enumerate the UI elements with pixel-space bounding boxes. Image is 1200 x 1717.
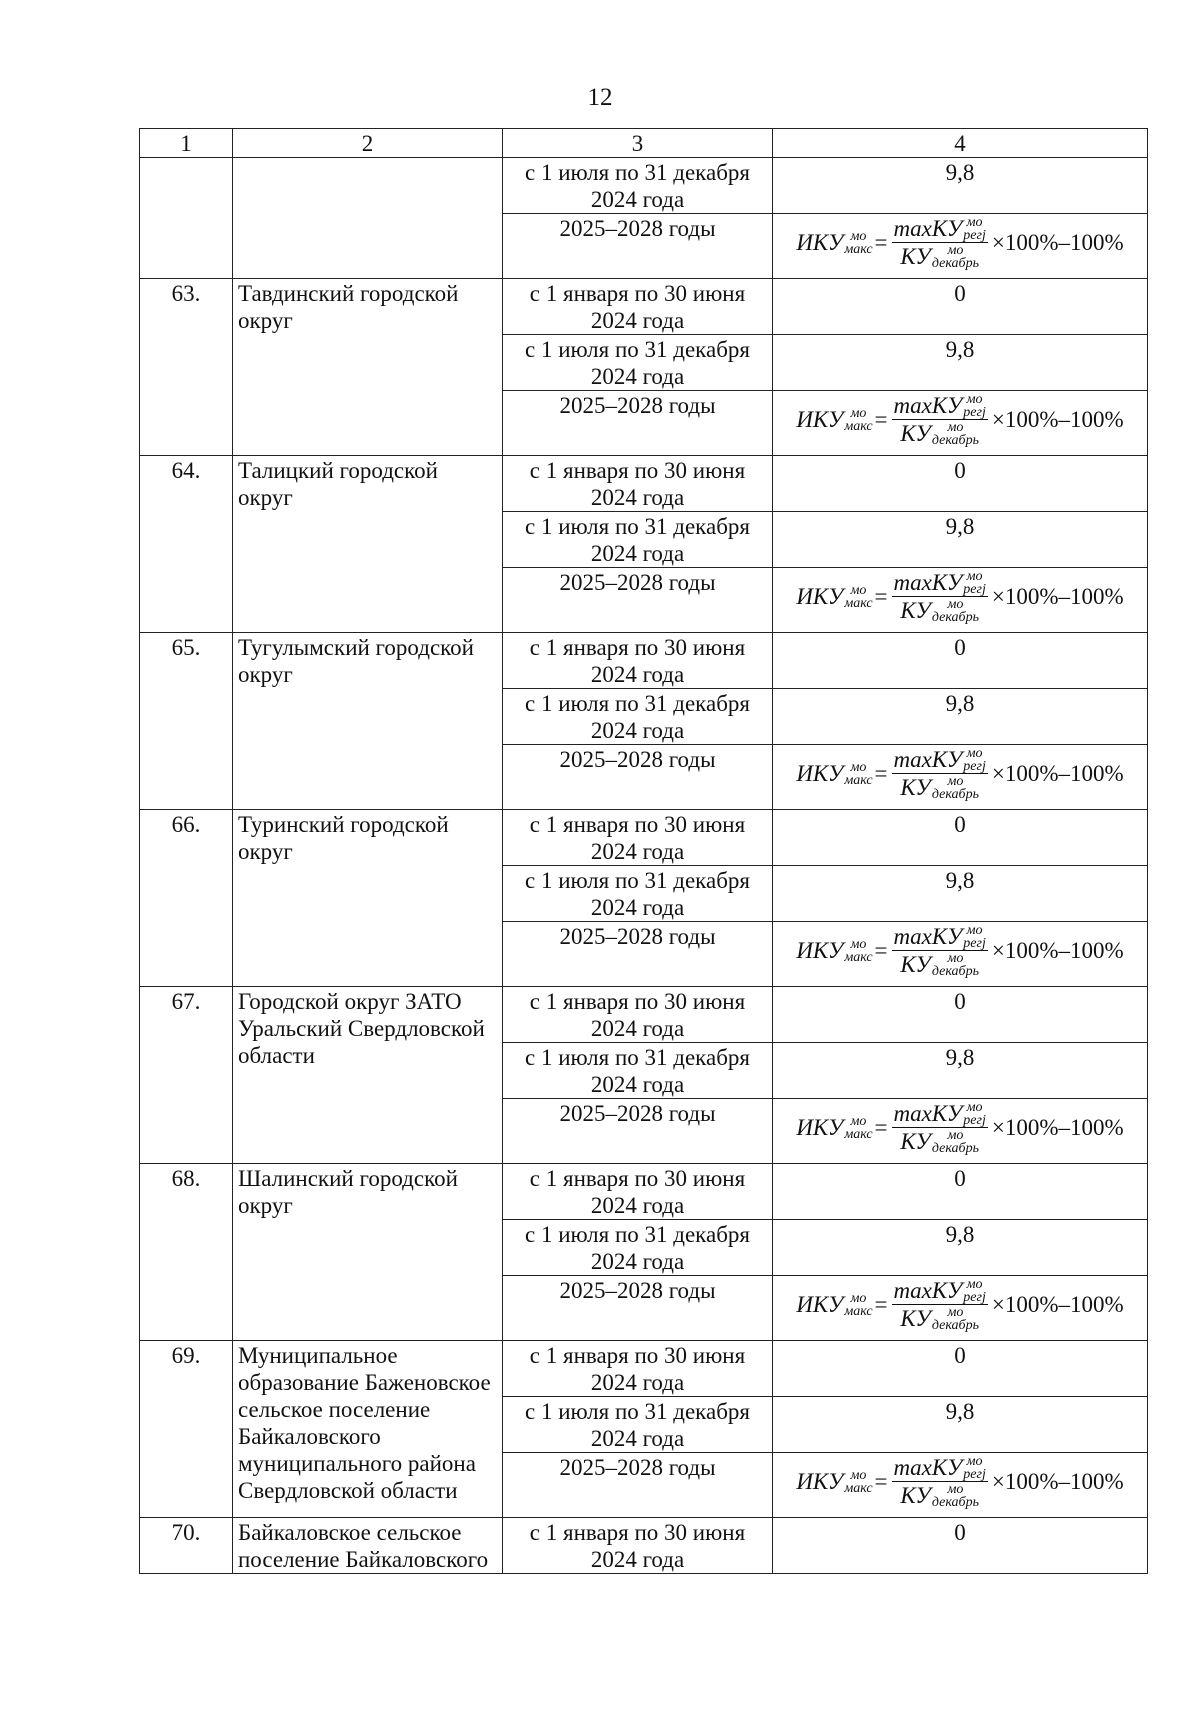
formula-num-sup: мо (966, 214, 983, 230)
formula-num-sup: мо (966, 745, 983, 761)
formula-num-sub: регj (963, 581, 986, 597)
municipality-name: Туринский городской округ (233, 810, 503, 987)
formula-lhs-sub: макс (844, 241, 873, 257)
period-cell: 2025–2028 годы (503, 1453, 773, 1518)
formula-tail: ×100%–100% (991, 938, 1124, 963)
municipality-name: Муниципальное образование Баженовское сельское поселение Байкаловского муниципального района Свердловской области (233, 1341, 503, 1518)
period-cell: 2025–2028 годы (503, 1099, 773, 1164)
tariff-table (139, 128, 1148, 1574)
formula-lhs-sup: мо (850, 1113, 867, 1129)
index-value: 0 (773, 456, 1148, 512)
formula-den-sub: декабрь (931, 1317, 979, 1333)
formula-lhs-sub: макс (844, 1480, 873, 1496)
formula-num: maxКУ (893, 924, 963, 949)
header-col-4: 4 (773, 129, 1148, 158)
formula-fraction (892, 1100, 988, 1155)
header-col-3: 3 (503, 129, 773, 158)
formula-num: maxКУ (893, 1455, 963, 1480)
formula-den-sup: мо (947, 1481, 964, 1497)
formula-eq: = (874, 407, 888, 432)
formula-num: maxКУ (893, 393, 963, 418)
formula-den: КУ (900, 1306, 931, 1331)
formula-lhs: ИКУ (796, 1115, 844, 1140)
index-value: 0 (773, 987, 1148, 1043)
formula-den: КУ (900, 1483, 931, 1508)
formula-den-sub: декабрь (931, 255, 979, 271)
formula-num-sub: регj (963, 1112, 986, 1128)
formula-lhs-sub: макс (844, 949, 873, 965)
period-cell: с 1 января по 30 июня 2024 года (503, 279, 773, 335)
index-value: 9,8 (773, 512, 1148, 568)
table-row (140, 810, 1148, 866)
table-row (140, 456, 1148, 512)
period-cell: с 1 июля по 31 декабря 2024 года (503, 335, 773, 391)
formula-fraction (892, 215, 988, 270)
formula-fraction (892, 746, 988, 801)
formula-lhs-sup: мо (850, 228, 867, 244)
index-value: 0 (773, 1518, 1148, 1574)
index-formula (796, 215, 1123, 270)
formula-num-sup: мо (966, 1276, 983, 1292)
formula-num-sub: регj (963, 1289, 986, 1305)
period-cell: с 1 января по 30 июня 2024 года (503, 1341, 773, 1397)
formula-cell (773, 745, 1148, 810)
formula-num-sub: регj (963, 227, 986, 243)
formula-tail: ×100%–100% (991, 407, 1124, 432)
formula-num: maxКУ (893, 1278, 963, 1303)
formula-eq: = (874, 230, 888, 255)
index-value: 9,8 (773, 1220, 1148, 1276)
formula-tail: ×100%–100% (991, 761, 1124, 786)
period-cell: 2025–2028 годы (503, 922, 773, 987)
formula-num: maxКУ (893, 216, 963, 241)
period-cell: с 1 января по 30 июня 2024 года (503, 987, 773, 1043)
table-row (140, 279, 1148, 335)
table-row (140, 1164, 1148, 1220)
index-value: 0 (773, 279, 1148, 335)
formula-num: maxКУ (893, 1101, 963, 1126)
index-value: 0 (773, 1164, 1148, 1220)
period-cell: с 1 января по 30 июня 2024 года (503, 633, 773, 689)
index-value: 0 (773, 1341, 1148, 1397)
formula-cell (773, 391, 1148, 456)
formula-cell (773, 1099, 1148, 1164)
row-number: 70. (140, 1518, 233, 1574)
formula-cell (773, 568, 1148, 633)
period-cell: с 1 июля по 31 декабря 2024 года (503, 158, 773, 214)
row-number: 63. (140, 279, 233, 456)
index-formula (796, 1277, 1123, 1332)
index-value: 9,8 (773, 866, 1148, 922)
formula-eq: = (874, 1469, 888, 1494)
period-cell: 2025–2028 годы (503, 745, 773, 810)
period-cell: 2025–2028 годы (503, 568, 773, 633)
formula-eq: = (874, 584, 888, 609)
period-cell: 2025–2028 годы (503, 214, 773, 279)
period-cell: с 1 июля по 31 декабря 2024 года (503, 689, 773, 745)
municipality-name (233, 158, 503, 279)
formula-num: maxКУ (893, 570, 963, 595)
index-value: 9,8 (773, 689, 1148, 745)
table-row (140, 987, 1148, 1043)
formula-cell (773, 1276, 1148, 1341)
formula-den-sup: мо (947, 1304, 964, 1320)
row-number: 67. (140, 987, 233, 1164)
municipality-name: Байкаловское сельское поселение Байкаловского (233, 1518, 503, 1574)
row-number: 64. (140, 456, 233, 633)
formula-num-sub: регj (963, 758, 986, 774)
formula-cell (773, 214, 1148, 279)
period-cell: с 1 января по 30 июня 2024 года (503, 810, 773, 866)
row-number: 65. (140, 633, 233, 810)
municipality-name: Талицкий городской округ (233, 456, 503, 633)
period-cell: с 1 июля по 31 декабря 2024 года (503, 866, 773, 922)
formula-lhs: ИКУ (796, 938, 844, 963)
formula-fraction (892, 923, 988, 978)
formula-lhs-sup: мо (850, 1290, 867, 1306)
formula-den-sub: декабрь (931, 432, 979, 448)
formula-num-sup: мо (966, 922, 983, 938)
period-cell: с 1 июля по 31 декабря 2024 года (503, 512, 773, 568)
formula-num-sub: регj (963, 404, 986, 420)
formula-lhs-sup: мо (850, 759, 867, 775)
table-row (140, 1341, 1148, 1397)
formula-den: КУ (900, 421, 931, 446)
index-formula (796, 392, 1123, 447)
row-number (140, 158, 233, 279)
header-col-2: 2 (233, 129, 503, 158)
formula-lhs: ИКУ (796, 584, 844, 609)
table-row (140, 633, 1148, 689)
index-formula (796, 1454, 1123, 1509)
formula-den-sup: мо (947, 419, 964, 435)
formula-lhs-sub: макс (844, 1303, 873, 1319)
formula-cell (773, 922, 1148, 987)
header-col-1: 1 (140, 129, 233, 158)
formula-lhs-sub: макс (844, 1126, 873, 1142)
period-cell: с 1 января по 30 июня 2024 года (503, 456, 773, 512)
page-number: 12 (587, 84, 613, 111)
formula-lhs: ИКУ (796, 1469, 844, 1494)
index-formula (796, 1100, 1123, 1155)
formula-den-sub: декабрь (931, 963, 979, 979)
municipality-name: Тавдинский городской округ (233, 279, 503, 456)
formula-den-sup: мо (947, 1127, 964, 1143)
formula-num-sup: мо (966, 568, 983, 584)
period-cell: с 1 июля по 31 декабря 2024 года (503, 1220, 773, 1276)
formula-tail: ×100%–100% (991, 1292, 1124, 1317)
formula-eq: = (874, 1115, 888, 1140)
formula-den: КУ (900, 952, 931, 977)
formula-tail: ×100%–100% (991, 1115, 1124, 1140)
formula-tail: ×100%–100% (991, 1469, 1124, 1494)
municipality-name: Городской округ ЗАТО Уральский Свердловской области (233, 987, 503, 1164)
formula-den-sub: декабрь (931, 1494, 979, 1510)
formula-lhs: ИКУ (796, 230, 844, 255)
index-value: 9,8 (773, 158, 1148, 214)
period-cell: 2025–2028 годы (503, 391, 773, 456)
table-row (140, 158, 1148, 214)
municipality-name: Шалинский городской округ (233, 1164, 503, 1341)
formula-den-sub: декабрь (931, 786, 979, 802)
formula-lhs-sup: мо (850, 1467, 867, 1483)
formula-fraction (892, 392, 988, 447)
formula-num-sub: регj (963, 935, 986, 951)
formula-eq: = (874, 938, 888, 963)
formula-lhs: ИКУ (796, 1292, 844, 1317)
formula-den-sup: мо (947, 242, 964, 258)
period-cell: 2025–2028 годы (503, 1276, 773, 1341)
formula-lhs-sub: макс (844, 772, 873, 788)
formula-num-sup: мо (966, 1453, 983, 1469)
row-number: 66. (140, 810, 233, 987)
formula-lhs-sub: макс (844, 418, 873, 434)
formula-lhs-sup: мо (850, 405, 867, 421)
formula-eq: = (874, 761, 888, 786)
formula-den-sub: декабрь (931, 609, 979, 625)
formula-num-sup: мо (966, 391, 983, 407)
index-formula (796, 923, 1123, 978)
period-cell: с 1 января по 30 июня 2024 года (503, 1518, 773, 1574)
formula-tail: ×100%–100% (991, 584, 1124, 609)
formula-cell (773, 1453, 1148, 1518)
header-row (140, 129, 1148, 158)
formula-eq: = (874, 1292, 888, 1317)
formula-lhs: ИКУ (796, 407, 844, 432)
formula-tail: ×100%–100% (991, 230, 1124, 255)
formula-den-sub: декабрь (931, 1140, 979, 1156)
index-formula (796, 746, 1123, 801)
municipality-name: Тугулымский городской округ (233, 633, 503, 810)
formula-den: КУ (900, 244, 931, 269)
index-formula (796, 569, 1123, 624)
formula-lhs-sup: мо (850, 936, 867, 952)
table-row (140, 1518, 1148, 1574)
formula-den-sup: мо (947, 950, 964, 966)
index-value: 9,8 (773, 1397, 1148, 1453)
row-number: 69. (140, 1341, 233, 1518)
formula-fraction (892, 569, 988, 624)
index-value: 0 (773, 810, 1148, 866)
period-cell: с 1 июля по 31 декабря 2024 года (503, 1043, 773, 1099)
formula-num-sup: мо (966, 1099, 983, 1115)
formula-fraction (892, 1277, 988, 1332)
index-value: 9,8 (773, 335, 1148, 391)
formula-den-sup: мо (947, 773, 964, 789)
index-value: 0 (773, 633, 1148, 689)
formula-lhs: ИКУ (796, 761, 844, 786)
formula-fraction (892, 1454, 988, 1509)
formula-lhs-sub: макс (844, 595, 873, 611)
period-cell: с 1 июля по 31 декабря 2024 года (503, 1397, 773, 1453)
formula-lhs-sup: мо (850, 582, 867, 598)
formula-den: КУ (900, 598, 931, 623)
formula-den: КУ (900, 775, 931, 800)
formula-den-sup: мо (947, 596, 964, 612)
formula-num: maxКУ (893, 747, 963, 772)
formula-den: КУ (900, 1129, 931, 1154)
row-number: 68. (140, 1164, 233, 1341)
period-cell: с 1 января по 30 июня 2024 года (503, 1164, 773, 1220)
index-value: 9,8 (773, 1043, 1148, 1099)
formula-num-sub: регj (963, 1466, 986, 1482)
